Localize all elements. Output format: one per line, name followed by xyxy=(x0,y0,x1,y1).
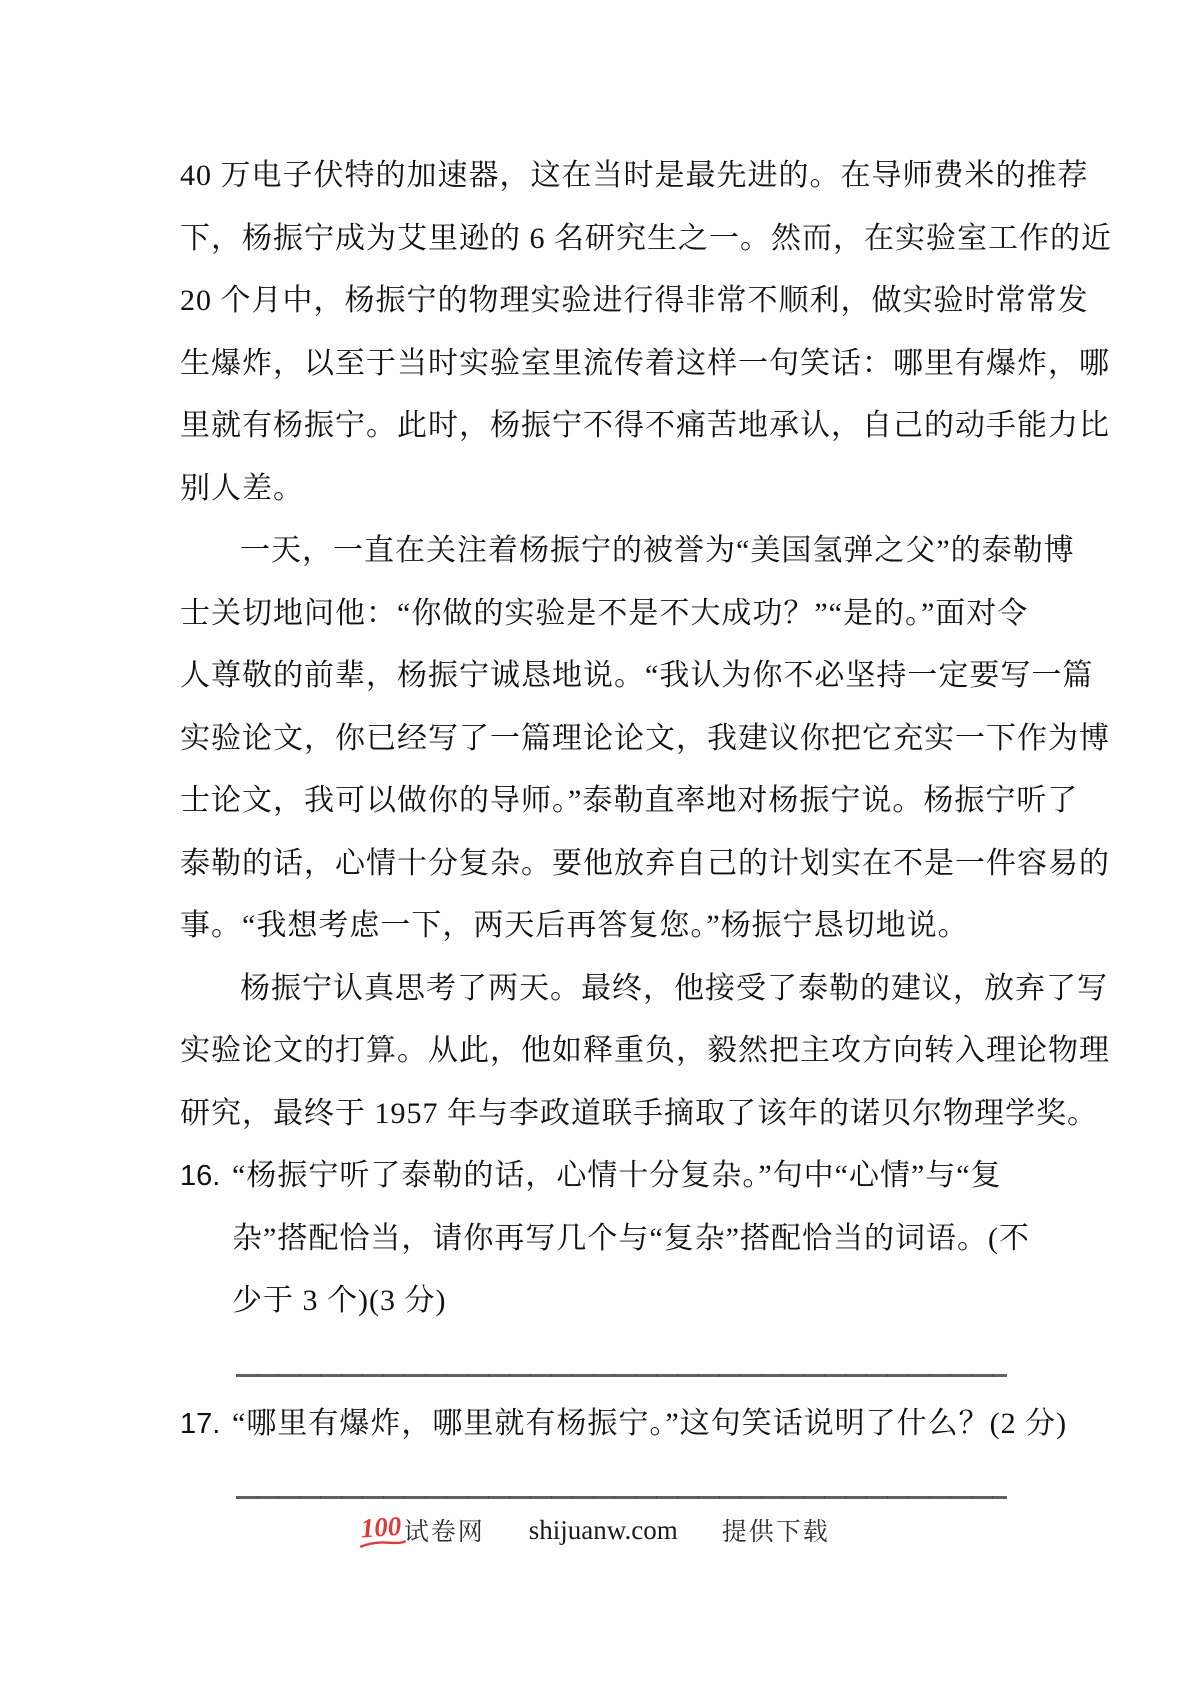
text-line: 实验论文，你已经写了一篇理论论文，我建议你把它充实一下作为博 xyxy=(180,721,1110,755)
text-line: 生爆炸，以至于当时实验室里流传着这样一句笑话：哪里有爆炸，哪 xyxy=(180,346,1110,380)
logo-site-name: 试卷网 xyxy=(403,1519,485,1546)
question-number: 17. xyxy=(180,1407,221,1440)
logo-100-number: 100 xyxy=(359,1510,403,1543)
text-line: 杨振宁认真思考了两天。最终，他接受了泰勒的建议，放弃了写 xyxy=(240,971,1108,1005)
question-17 xyxy=(180,1393,1068,1456)
paragraph-1 xyxy=(180,145,1112,520)
page-footer xyxy=(0,1508,1191,1552)
shijuanw-logo xyxy=(361,1512,485,1548)
page-content xyxy=(180,145,1112,1499)
question-text xyxy=(232,1393,1067,1456)
questions-section xyxy=(180,1145,1068,1499)
text-line: 里就有杨振宁。此时，杨振宁不得不痛苦地承认，自己的动手能力比 xyxy=(180,409,1110,442)
paragraph-3 xyxy=(180,958,1110,1146)
answer-blank-line xyxy=(236,1496,1007,1499)
question-line: 少于 3 个)(3 分) xyxy=(232,1284,447,1317)
footer-download-label: 提供下载 xyxy=(721,1519,830,1546)
text-line: 下，杨振宁成为艾里逊的 6 名研究生之一。然而，在实验室工作的近 xyxy=(180,221,1112,255)
text-line: 40 万电子伏特的加速器，这在当时是最先进的。在导师费米的推荐 xyxy=(180,159,1089,192)
text-line: 士关切地问他：“你做的实验是不是不大成功？”“是的。”面对令 xyxy=(180,596,1029,630)
text-line: 实验论文的打算。从此，他如释重负，毅然把主攻方向转入理论物理 xyxy=(180,1034,1110,1067)
text-line: 研究，最终于 1957 年与李政道联手摘取了该年的诺贝尔物理学奖。 xyxy=(180,1096,1098,1130)
answer-blank-line xyxy=(236,1374,1007,1377)
text-line: 士论文，我可以做你的导师。”泰勒直率地对杨振宁说。杨振宁听了 xyxy=(180,784,1079,817)
text-line: 泰勒的话，心情十分复杂。要他放弃自己的计划实在不是一件容易的 xyxy=(180,846,1110,880)
text-line: 20 个月中，杨振宁的物理实验进行得非常不顺利，做实验时常常发 xyxy=(180,284,1089,317)
logo-100-icon xyxy=(360,1512,405,1548)
text-line: 别人差。 xyxy=(180,471,304,505)
footer-domain: shijuanw.com xyxy=(528,1514,678,1545)
question-number: 16. xyxy=(180,1160,221,1192)
question-text xyxy=(232,1145,1030,1333)
paragraph-2 xyxy=(180,520,1110,958)
text-line: 人尊敬的前辈，杨振宁诚恳地说。“我认为你不必坚持一定要写一篇 xyxy=(180,659,1094,692)
question-line: “哪里有爆炸，哪里就有杨振宁。”这句笑话说明了什么？(2 分) xyxy=(232,1406,1068,1440)
question-line: “杨振宁听了泰勒的话，心情十分复杂。”句中“心情”与“复 xyxy=(232,1159,1002,1192)
article xyxy=(180,145,1112,1145)
text-line: 一天，一直在关注着杨振宁的被誉为“美国氢弹之父”的泰勒博 xyxy=(240,534,1075,567)
question-16 xyxy=(180,1145,1030,1333)
text-line: 事。“我想考虑一下，两天后再答复您。”杨振宁恳切地说。 xyxy=(180,909,969,942)
question-line: 杂”搭配恰当，请你再写几个与“复杂”搭配恰当的词语。(不 xyxy=(232,1221,1030,1255)
